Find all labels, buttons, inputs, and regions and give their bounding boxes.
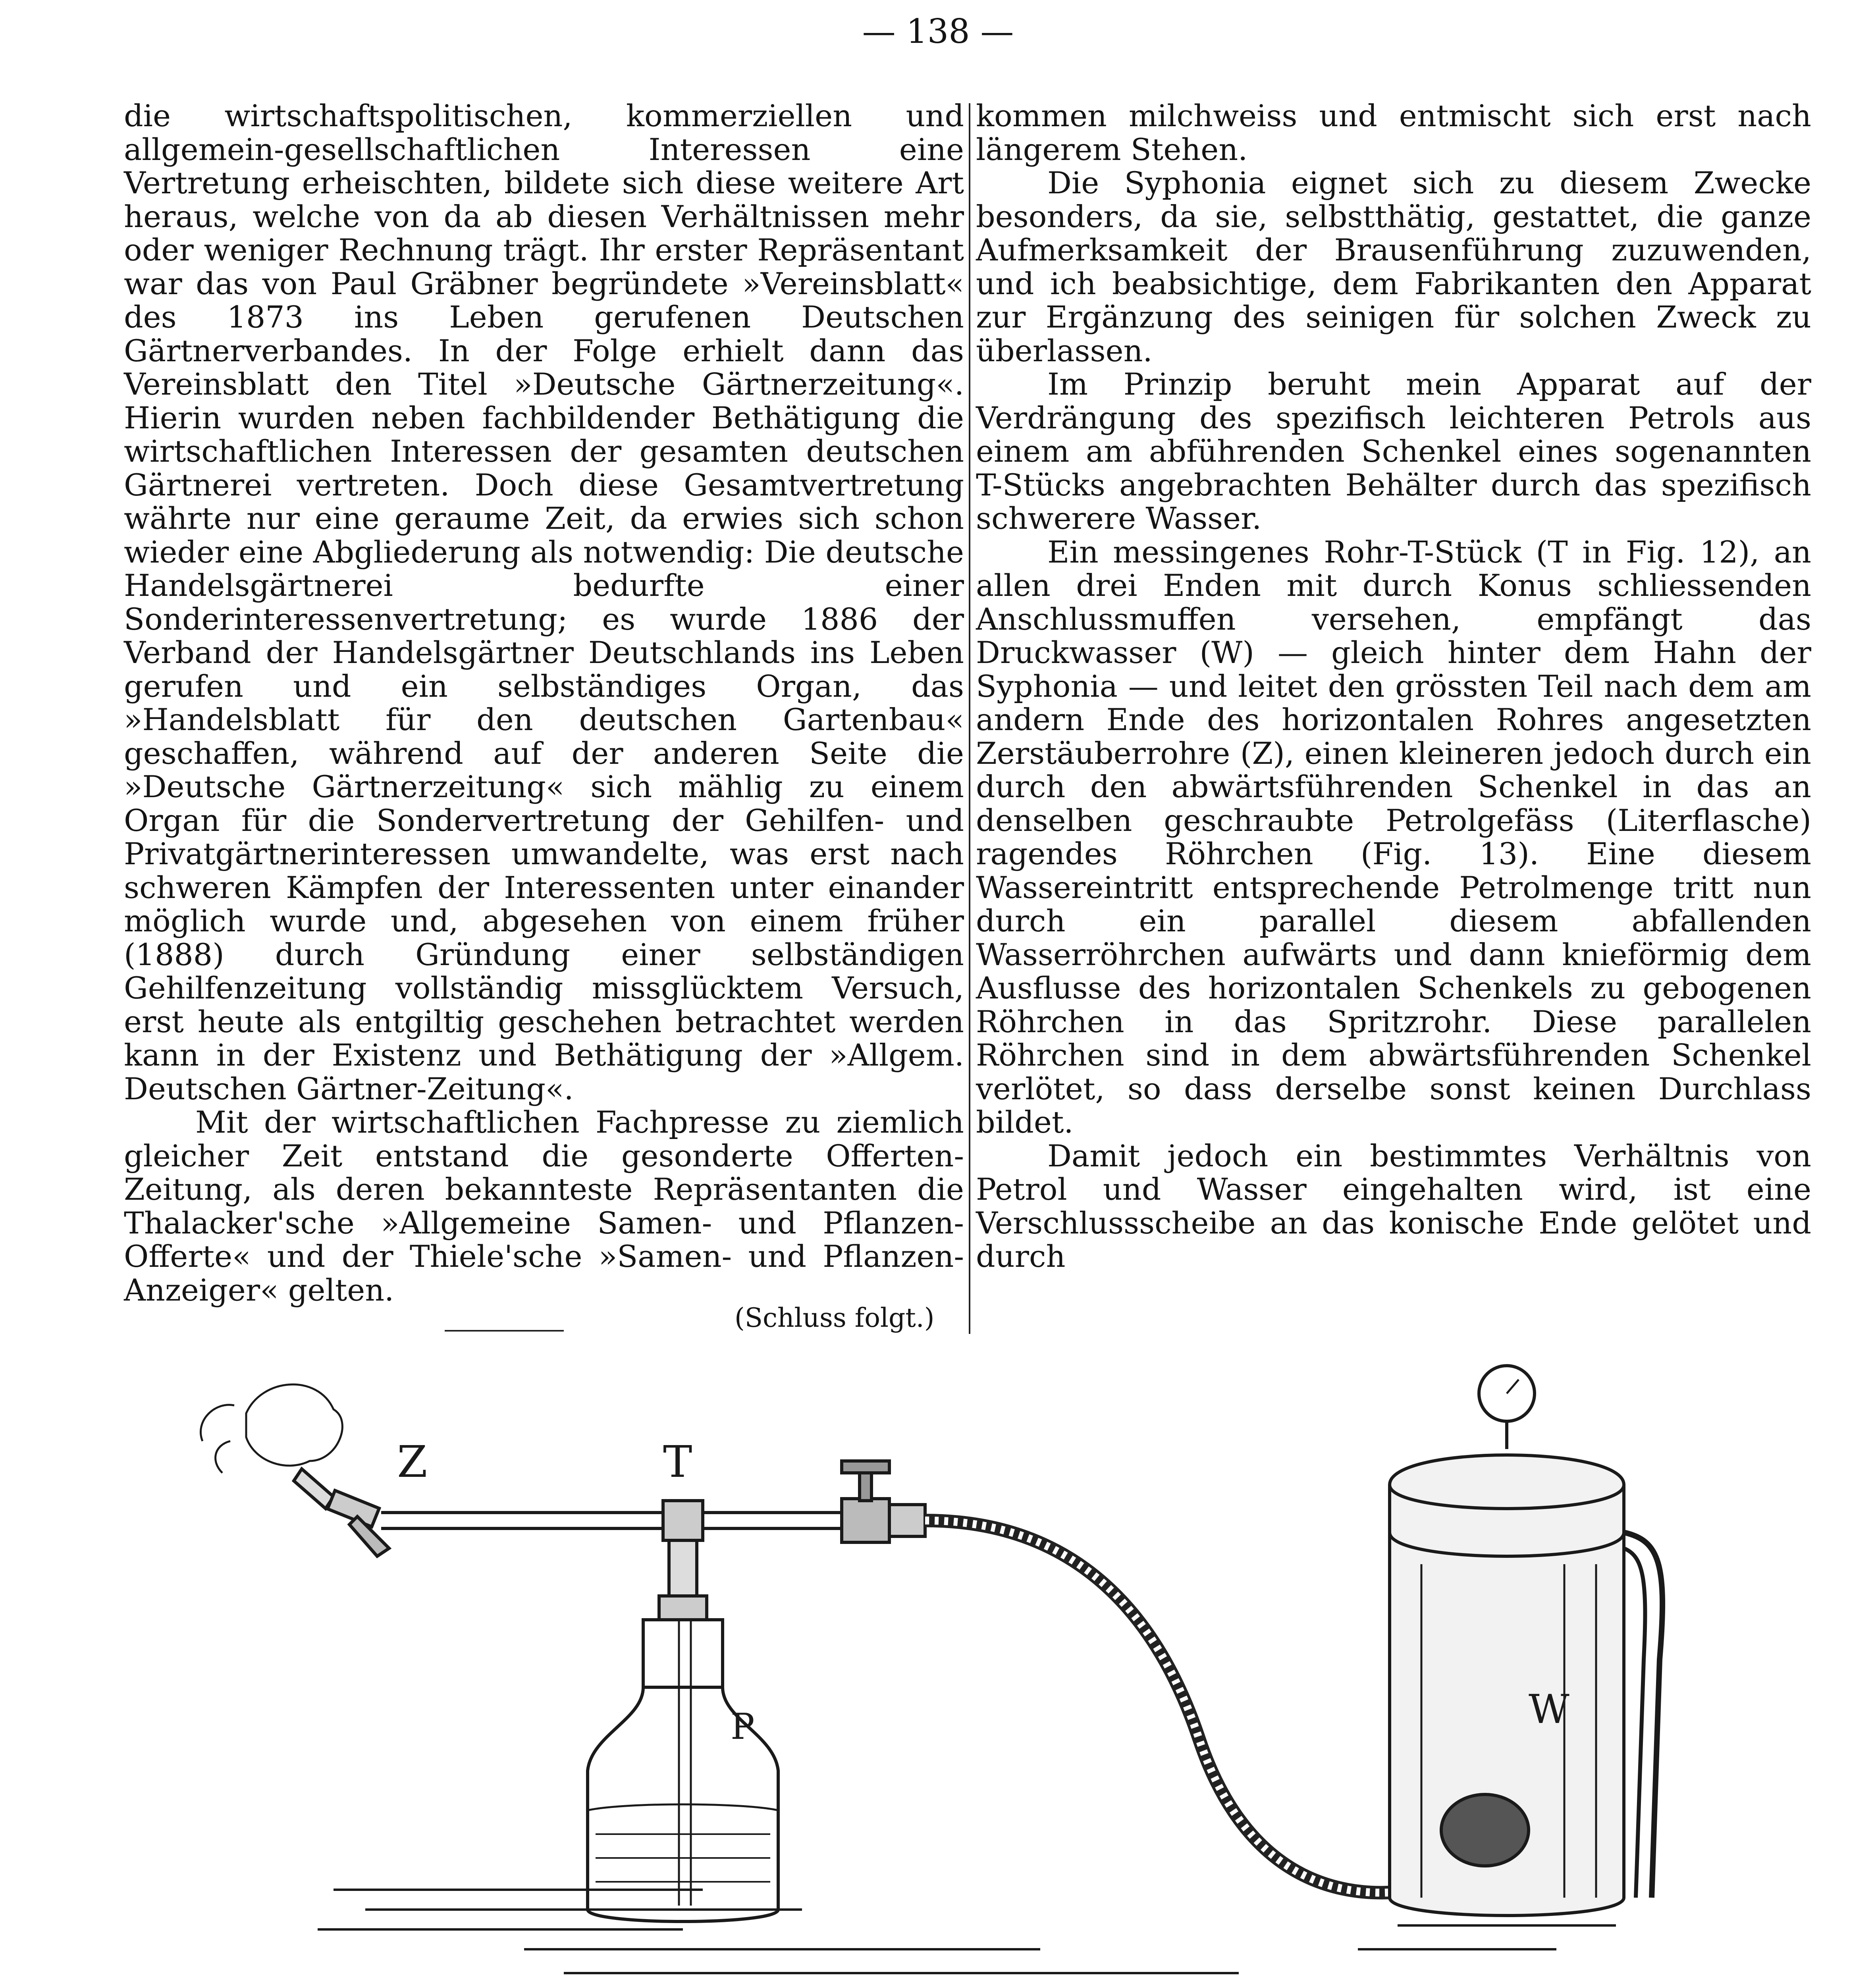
t-piece (659, 1501, 842, 1620)
page-number: — 138 — (862, 12, 1014, 51)
syphonia-sprayer-illustration (167, 1342, 1715, 1985)
section-end-rule (445, 1330, 564, 1332)
paragraph: Ein messingenes Rohr-T-Stück (T in Fig. 12), an allen drei Enden mit durch Konus schliessenden Anschlussmuffen versehen, empfängt das Druckwasser (W) — gleich hinter dem Hahn der Syphonia — und leitet den grössten Teil nach dem am andern Ende des horizontalen Rohres angesetzten Zerstäuberrohre (Z), einen kleineren jedoch durch ein durch den abwärtsführenden Schenkel in das an denselben geschraubte Petrolgefäss (Literflasche) ragendes Röhrchen (Fig. 13). Eine diesem Wassereintritt entsprechende Petrolmenge tritt nun durch ein parallel diesem abfallenden Wasserröhrchen aufwärts und dann knieförmig dem Ausflusse des horizontalen Schenkels zu gebogenen Röhrchen in das Spritzrohr. Diese parallelen Röhrchen sind in dem abwärtsführenden Schenkel verlötet, so dass derselbe sonst keinen Durchlass bildet. (976, 534, 1811, 1140)
tap (842, 1461, 925, 1542)
paragraph: Mit der wirtschaftlichen Fachpresse zu ziemlich gleicher Zeit entstand die gesonderte Offerten-Zeitung, als deren bekannteste Repräsentanten die Thalacker'sche »Allgemeine Samen- und Pflanzen-Offerte« und der Thiele'sche »Samen- und Pflanzen-Anzeiger« gelten. (124, 1104, 964, 1308)
spray-cloud (201, 1384, 342, 1473)
label-p: P (731, 1706, 755, 1748)
paragraph: die wirtschaftspolitischen, kommerziellen und allgemein-gesellschaftlichen Interessen eine Vertretung erheischten, bildete sich diese weitere Art heraus, welche von da ab diesen Verhältnissen mehr oder weniger Rechnung trägt. Ihr erster Repräsentant war das von Paul Gräbner begründete »Vereinsblatt« des 1873 ins Leben gerufenen Deutschen Gärtnerverbandes. In der Folge erhielt dann das Vereinsblatt den Titel »Deutsche Gärtnerzeitung«. Hierin wurden neben fachbildender Bethätigung die wirtschaftlichen Interessen der gesamten deutschen Gärtnerei vertreten. Doch diese Gesamtvertretung währte nur eine geraume Zeit, da erwies sich schon wieder eine Abgliederung als notwendig: Die deutsche Handelsgärtnerei bedurfte einer Sonderinteressenvertretung; es wurde 1886 der Verband der Handelsgärtner Deutschlands ins Leben gerufen und ein selbständiges Organ, das »Handelsblatt für den deutschen Gartenbau« geschaffen, während auf der anderen Seite die »Deutsche Gärtnerzeitung« sich mählig zu einem Organ für die Sondervertretung der Gehilfen- und Privatgärtnerinteressen umwandelte, was erst nach schweren Kämpfen der Interessenten unter einander möglich wurde und, abgesehen von einem früher (1888) durch Gründung einer selbständigen Gehilfenzeitung vollständig missglücktem Versuch, erst heute als entgiltig geschehen betrachtet werden kann in der Existenz und Bethätigung der »Allgem. Deutschen Gärtner-Zeitung«. (124, 98, 964, 1106)
continued-note: (Schluss folgt.) (735, 1303, 935, 1333)
label-t: T (663, 1436, 692, 1487)
petrol-bottle (588, 1620, 778, 1921)
top-left-column (124, 99, 964, 1307)
label-z: Z (397, 1436, 428, 1487)
column-rule-top (969, 103, 970, 1334)
paragraph: kommen milchweiss und entmischt sich erst nach längerem Stehen. (976, 98, 1811, 167)
top-right-column (976, 99, 1811, 1274)
paragraph: Damit jedoch ein bestimmtes Verhältnis von Petrol und Wasser eingehalten wird, ist eine Verschlussscheibe an das konische Ende gelötet und durch (976, 1138, 1811, 1274)
spray-nozzle (294, 1469, 663, 1556)
water-tank (1390, 1366, 1662, 1916)
paragraph: Die Syphonia eignet sich zu diesem Zwecke besonders, da sie, selbstthätig, gestattet, die ganze Aufmerksamkeit der Brausenführung zuzuwenden, und ich beabsichtige, dem Fabrikanten den Apparat zur Ergänzung des seinigen für solchen Zweck zu überlassen. (976, 165, 1811, 368)
paragraph: Im Prinzip beruht mein Apparat auf der Verdrängung des spezifisch leichteren Petrols aus einem am abführenden Schenkel eines sogenannten T-Stücks angebrachten Behälter durch das spezifisch schwerere Wasser. (976, 366, 1811, 536)
label-w: W (1529, 1686, 1569, 1733)
